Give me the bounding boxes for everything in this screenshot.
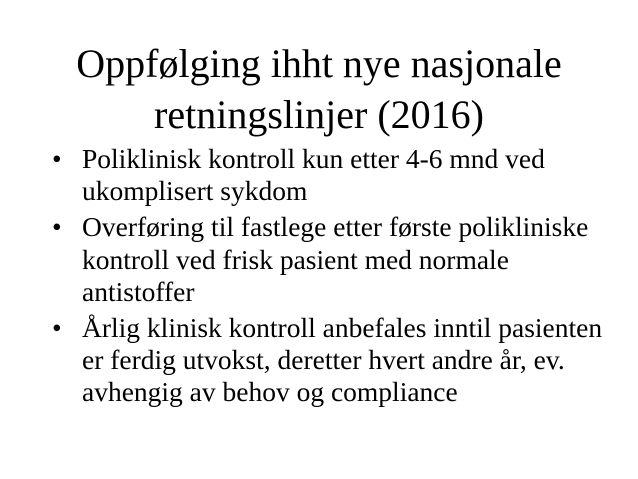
bullet-item (52, 211, 608, 308)
bullet-text: Poliklinisk kontroll kun etter 4-6 mnd ved ukomplisert sykdom (82, 143, 545, 207)
bullet-marker: • (52, 211, 62, 243)
slide-title: Oppfølging ihht nye nasjonale retningslinjer (2016) (76, 41, 562, 137)
bullet-marker: • (52, 312, 62, 344)
bullet-list (52, 143, 608, 413)
bullet-text: Overføring til fastlege etter første polikliniske kontroll ved frisk pasient med normale antistoffer (82, 211, 589, 307)
bullet-item (52, 312, 608, 409)
bullet-item (52, 143, 608, 207)
bullet-marker: • (52, 143, 62, 174)
bullet-text: Årlig klinisk kontroll anbefales inntil pasienten er ferdig utvokst, deretter hvert andre år, ev. avhengig av behov og compliance (82, 312, 603, 408)
